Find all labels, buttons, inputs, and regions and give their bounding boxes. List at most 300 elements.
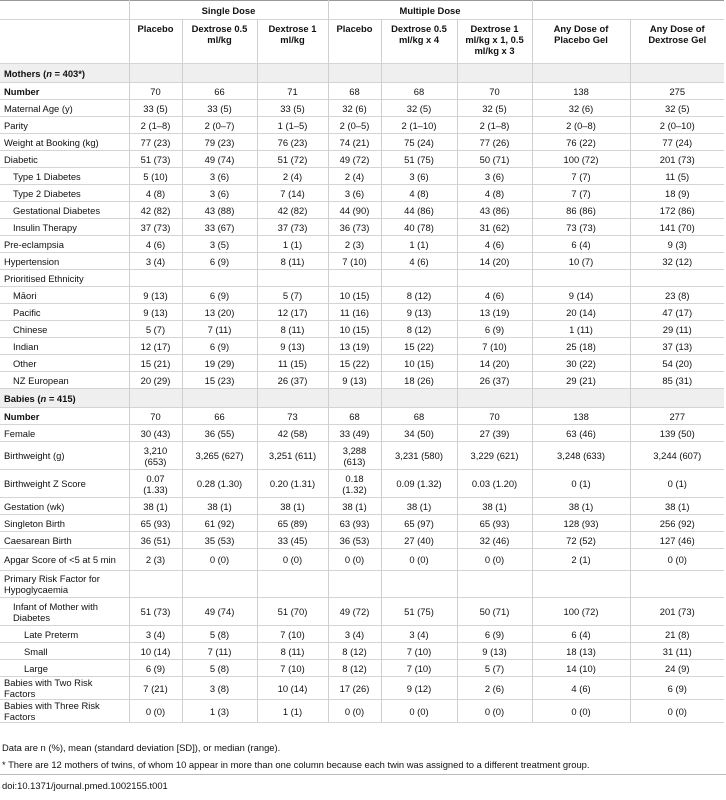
header-blank xyxy=(0,1,129,20)
table-cell xyxy=(532,571,630,598)
table-row xyxy=(0,355,724,372)
table-row xyxy=(0,660,724,677)
table-cell: 8 (11) xyxy=(257,321,328,338)
table-cell: 68 xyxy=(381,83,457,100)
table-cell: 49 (74) xyxy=(182,151,257,168)
table-cell: 5 (8) xyxy=(182,660,257,677)
table-cell: 18 (9) xyxy=(630,185,724,202)
table-cell: 77 (23) xyxy=(129,134,182,151)
table-cell: 141 (70) xyxy=(630,219,724,236)
section-header-cell xyxy=(257,389,328,408)
table-cell: 66 xyxy=(182,83,257,100)
table-cell xyxy=(129,270,182,287)
column-header: Placebo xyxy=(129,20,182,64)
row-label: Birthweight (g) xyxy=(4,450,65,461)
table-cell: 4 (6) xyxy=(129,236,182,253)
table-cell: 6 (9) xyxy=(630,677,724,700)
row-label: Primary Risk Factor for Hypoglycaemia xyxy=(4,573,100,595)
table-cell: 63 (46) xyxy=(532,425,630,442)
table-cell: 12 (17) xyxy=(129,338,182,355)
table-cell: 26 (37) xyxy=(457,372,532,389)
table-row xyxy=(0,287,724,304)
table-cell: 8 (12) xyxy=(328,660,381,677)
table-cell: 277 xyxy=(630,408,724,425)
table-cell: 3,210 (653) xyxy=(129,442,182,470)
table-cell: 2 (3) xyxy=(129,549,182,571)
section-header-cell xyxy=(381,64,457,83)
table-cell: 4 (8) xyxy=(129,185,182,202)
table-cell: 38 (1) xyxy=(129,498,182,515)
row-label: Type 1 Diabetes xyxy=(13,170,81,182)
section-title-variable: n xyxy=(40,392,47,404)
table-cell: 2 (4) xyxy=(328,168,381,185)
section-header-cell xyxy=(129,389,182,408)
table-cell: 8 (12) xyxy=(328,643,381,660)
table-cell: 7 (10) xyxy=(257,660,328,677)
table-cell: 3,248 (633) xyxy=(532,442,630,470)
table-cell: 3,244 (607) xyxy=(630,442,724,470)
table-cell: 2 (0–8) xyxy=(532,117,630,134)
section-title-prefix: Mothers ( xyxy=(4,67,47,79)
column-header: Placebo xyxy=(328,20,381,64)
table-cell: 4 (6) xyxy=(532,677,630,700)
table-cell: 61 (92) xyxy=(182,515,257,532)
table-cell: 20 (14) xyxy=(532,304,630,321)
table-cell: 4 (6) xyxy=(457,236,532,253)
table-cell: 85 (31) xyxy=(630,372,724,389)
table-cell: 8 (11) xyxy=(257,253,328,270)
table-cell xyxy=(381,270,457,287)
table-cell: 19 (29) xyxy=(182,355,257,372)
table-cell: 0 (0) xyxy=(630,700,724,723)
table-cell: 10 (7) xyxy=(532,253,630,270)
table-cell: 32 (6) xyxy=(532,100,630,117)
row-label: Female xyxy=(4,427,36,439)
section-header-cell xyxy=(532,389,630,408)
table-cell: 3 (4) xyxy=(129,626,182,643)
table-cell: 1 (1) xyxy=(257,700,328,723)
table-cell: 65 (97) xyxy=(381,515,457,532)
table-cell: 7 (10) xyxy=(381,643,457,660)
table-row xyxy=(0,236,724,253)
section-header-cell xyxy=(328,64,381,83)
row-label: Other xyxy=(13,357,37,369)
table-cell: 32 (5) xyxy=(457,100,532,117)
table-cell: 18 (13) xyxy=(532,643,630,660)
table-cell: 76 (23) xyxy=(257,134,328,151)
row-label: Indian xyxy=(13,340,39,352)
row-label: Gestation (wk) xyxy=(4,500,65,512)
section-header-row xyxy=(0,64,724,83)
column-header: Dextrose 1 ml/kg xyxy=(257,20,328,64)
table-cell: 20 (29) xyxy=(129,372,182,389)
table-cell: 3 (6) xyxy=(182,185,257,202)
table-cell: 5 (7) xyxy=(457,660,532,677)
table-cell: 38 (1) xyxy=(328,498,381,515)
section-header-cell xyxy=(630,389,724,408)
table-row xyxy=(0,498,724,515)
row-label: Number xyxy=(4,410,40,422)
table-cell: 10 (14) xyxy=(257,677,328,700)
table-cell: 38 (1) xyxy=(182,498,257,515)
table-cell: 1 (3) xyxy=(182,700,257,723)
table-row xyxy=(0,700,724,723)
table-cell: 10 (15) xyxy=(328,321,381,338)
row-label: Birthweight Z Score xyxy=(4,478,86,489)
row-label: Late Preterm xyxy=(24,628,79,640)
table-cell: 70 xyxy=(457,408,532,425)
table-cell: 0 (0) xyxy=(457,700,532,723)
table-cell: 79 (23) xyxy=(182,134,257,151)
table-cell: 15 (22) xyxy=(328,355,381,372)
table-cell: 0.09 (1.32) xyxy=(381,470,457,498)
table-cell: 2 (0–10) xyxy=(630,117,724,134)
section-header-cell xyxy=(381,389,457,408)
table-cell: 50 (71) xyxy=(457,598,532,626)
table-cell: 7 (21) xyxy=(129,677,182,700)
table-cell: 51 (70) xyxy=(257,598,328,626)
table-cell: 65 (89) xyxy=(257,515,328,532)
table-cell: 65 (93) xyxy=(129,515,182,532)
table-cell: 3,265 (627) xyxy=(182,442,257,470)
table-cell: 0 (0) xyxy=(328,700,381,723)
table-cell: 5 (10) xyxy=(129,168,182,185)
table-cell: 14 (20) xyxy=(457,253,532,270)
table-cell: 0.03 (1.20) xyxy=(457,470,532,498)
row-label: Infant of Mother with Diabetes xyxy=(13,600,98,623)
table-row xyxy=(0,338,724,355)
section-title-prefix: Babies ( xyxy=(4,392,41,404)
table-cell: 0 (0) xyxy=(182,549,257,571)
table-cell xyxy=(457,270,532,287)
table-cell: 6 (9) xyxy=(457,626,532,643)
table-cell: 42 (82) xyxy=(257,202,328,219)
table-cell: 43 (86) xyxy=(457,202,532,219)
table-row xyxy=(0,134,724,151)
table-cell: 33 (67) xyxy=(182,219,257,236)
table-cell: 7 (11) xyxy=(182,321,257,338)
table-cell: 6 (4) xyxy=(532,236,630,253)
table-cell xyxy=(182,571,257,598)
table-cell: 29 (21) xyxy=(532,372,630,389)
section-header-cell xyxy=(328,389,381,408)
row-label: Parity xyxy=(4,119,28,131)
table-cell: 76 (22) xyxy=(532,134,630,151)
table-cell: 2 (6) xyxy=(457,677,532,700)
table-cell: 9 (13) xyxy=(328,372,381,389)
table-cell: 0.28 (1.30) xyxy=(182,470,257,498)
table-cell: 0 (0) xyxy=(630,549,724,571)
table-cell: 2 (0–7) xyxy=(182,117,257,134)
table-cell: 5 (7) xyxy=(129,321,182,338)
table-cell: 14 (10) xyxy=(532,660,630,677)
footnote-data-format: Data are n (%), mean (standard deviation [SD]), or median (range). xyxy=(2,742,281,753)
table-cell: 100 (72) xyxy=(532,598,630,626)
section-title-variable: n xyxy=(46,67,52,79)
table-cell: 33 (5) xyxy=(129,100,182,117)
table-cell: 27 (40) xyxy=(381,532,457,549)
table-cell: 3 (4) xyxy=(129,253,182,270)
table-cell: 0 (0) xyxy=(532,700,630,723)
table-cell: 4 (8) xyxy=(457,185,532,202)
table-row xyxy=(0,253,724,270)
section-header-cell xyxy=(182,389,257,408)
table-cell: 68 xyxy=(328,83,381,100)
table-cell xyxy=(257,270,328,287)
table-cell: 0 (0) xyxy=(257,549,328,571)
table-cell: 38 (1) xyxy=(257,498,328,515)
table-cell: 33 (49) xyxy=(328,425,381,442)
table-cell: 9 (14) xyxy=(532,287,630,304)
table-cell: 10 (14) xyxy=(129,643,182,660)
table-cell: 51 (72) xyxy=(257,151,328,168)
row-label: Hypertension xyxy=(4,255,60,267)
table-cell: 36 (53) xyxy=(328,532,381,549)
table-cell: 2 (4) xyxy=(257,168,328,185)
table-cell: 77 (26) xyxy=(457,134,532,151)
table-cell: 13 (19) xyxy=(328,338,381,355)
table-cell: 74 (21) xyxy=(328,134,381,151)
table-cell: 26 (37) xyxy=(257,372,328,389)
table-cell: 3,251 (611) xyxy=(257,442,328,470)
table-cell: 38 (1) xyxy=(457,498,532,515)
group-header-blank xyxy=(532,1,724,20)
table-cell: 51 (75) xyxy=(381,598,457,626)
section-header-cell xyxy=(457,389,532,408)
table-cell: 36 (51) xyxy=(129,532,182,549)
row-label: Type 2 Diabetes xyxy=(13,187,81,199)
row-label: NZ European xyxy=(13,374,69,386)
table-row xyxy=(0,219,724,236)
table-cell: 38 (1) xyxy=(381,498,457,515)
table-row xyxy=(0,442,724,470)
table-cell: 8 (11) xyxy=(257,643,328,660)
table-cell xyxy=(630,270,724,287)
table-cell: 23 (8) xyxy=(630,287,724,304)
table-cell: 9 (13) xyxy=(129,304,182,321)
table-cell: 63 (93) xyxy=(328,515,381,532)
row-label: Small xyxy=(24,645,48,657)
table-cell xyxy=(381,571,457,598)
table-cell: 2 (1–8) xyxy=(129,117,182,134)
table-row xyxy=(0,677,724,700)
table-cell: 256 (92) xyxy=(630,515,724,532)
table-row xyxy=(0,626,724,643)
table-cell: 54 (20) xyxy=(630,355,724,372)
section-title-suffix: = 415) xyxy=(46,392,76,404)
group-header-multiple-dose: Multiple Dose xyxy=(328,1,532,20)
table-cell: 100 (72) xyxy=(532,151,630,168)
table-cell: 29 (11) xyxy=(630,321,724,338)
table-footnotes xyxy=(2,742,722,776)
table-cell: 40 (78) xyxy=(381,219,457,236)
table-cell: 3 (4) xyxy=(381,626,457,643)
table-cell: 32 (12) xyxy=(630,253,724,270)
table-cell: 7 (14) xyxy=(257,185,328,202)
row-label: Insulin Therapy xyxy=(13,221,77,233)
column-header: Any Dose of Dextrose Gel xyxy=(630,20,724,64)
table-cell: 31 (62) xyxy=(457,219,532,236)
row-label: Gestational Diabetes xyxy=(13,204,101,216)
table-cell: 5 (8) xyxy=(182,626,257,643)
table-cell: 77 (24) xyxy=(630,134,724,151)
table-cell: 0.07 (1.33) xyxy=(129,470,182,498)
row-label: Apgar Score of <5 at 5 min xyxy=(4,554,116,565)
row-label: Number xyxy=(4,85,40,97)
table-cell: 201 (73) xyxy=(630,151,724,168)
table-cell: 15 (22) xyxy=(381,338,457,355)
table-cell: 31 (11) xyxy=(630,643,724,660)
table-cell: 5 (7) xyxy=(257,287,328,304)
table-row xyxy=(0,643,724,660)
table-cell: 9 (3) xyxy=(630,236,724,253)
table-cell: 139 (50) xyxy=(630,425,724,442)
table-cell: 10 (15) xyxy=(328,287,381,304)
table-cell: 12 (17) xyxy=(257,304,328,321)
table-cell: 3 (8) xyxy=(182,677,257,700)
table-cell: 1 (11) xyxy=(532,321,630,338)
table-cell: 4 (6) xyxy=(381,253,457,270)
table-cell: 86 (86) xyxy=(532,202,630,219)
column-header: Any Dose of Placebo Gel xyxy=(532,20,630,64)
table-cell: 0 (1) xyxy=(532,470,630,498)
table-cell: 30 (22) xyxy=(532,355,630,372)
table-cell: 7 (7) xyxy=(532,168,630,185)
table-cell: 9 (13) xyxy=(381,304,457,321)
table-cell: 73 (73) xyxy=(532,219,630,236)
table-cell: 44 (90) xyxy=(328,202,381,219)
table-cell: 37 (73) xyxy=(129,219,182,236)
table-cell xyxy=(328,270,381,287)
table-cell xyxy=(630,571,724,598)
table-cell xyxy=(532,270,630,287)
table-cell: 275 xyxy=(630,83,724,100)
table-cell: 49 (72) xyxy=(328,598,381,626)
row-label: Māori xyxy=(13,289,37,301)
table-cell xyxy=(182,270,257,287)
table-cell: 51 (75) xyxy=(381,151,457,168)
table-cell: 6 (9) xyxy=(129,660,182,677)
table-cell: 0 (0) xyxy=(328,549,381,571)
table-cell: 172 (86) xyxy=(630,202,724,219)
table-cell: 2 (1–8) xyxy=(457,117,532,134)
table-cell: 33 (5) xyxy=(257,100,328,117)
table-cell: 6 (9) xyxy=(457,321,532,338)
table-row xyxy=(0,202,724,219)
table-cell: 49 (72) xyxy=(328,151,381,168)
row-label: Weight at Booking (kg) xyxy=(4,136,99,148)
table-cell: 9 (13) xyxy=(129,287,182,304)
table-cell: 3,231 (580) xyxy=(381,442,457,470)
table-cell: 8 (12) xyxy=(381,321,457,338)
table-cell xyxy=(457,571,532,598)
column-header: Dextrose 1 ml/kg x 1, 0.5 ml/kg x 3 xyxy=(457,20,532,64)
table-cell: 3 (5) xyxy=(182,236,257,253)
header-blank xyxy=(0,20,129,64)
section-title xyxy=(0,64,129,83)
table-cell: 0.20 (1.31) xyxy=(257,470,328,498)
row-label: Babies with Two Risk Factors xyxy=(4,677,93,699)
table-cell: 7 (10) xyxy=(257,626,328,643)
table-cell: 3 (6) xyxy=(381,168,457,185)
table-cell: 3 (6) xyxy=(328,185,381,202)
row-label: Babies with Three Risk Factors xyxy=(4,700,100,722)
table-cell: 201 (73) xyxy=(630,598,724,626)
table-cell xyxy=(129,571,182,598)
table-cell: 38 (1) xyxy=(630,498,724,515)
section-title-suffix: = 403*) xyxy=(51,67,86,79)
table-body xyxy=(0,64,724,723)
table-cell: 30 (43) xyxy=(129,425,182,442)
footer-divider xyxy=(0,774,726,775)
table-cell xyxy=(328,571,381,598)
table-cell: 21 (8) xyxy=(630,626,724,643)
table-cell: 11 (5) xyxy=(630,168,724,185)
table-cell: 37 (13) xyxy=(630,338,724,355)
row-label: Chinese xyxy=(13,323,48,335)
table-cell: 32 (46) xyxy=(457,532,532,549)
table-cell: 0 (0) xyxy=(381,700,457,723)
table-cell: 0 (0) xyxy=(129,700,182,723)
table-cell: 18 (26) xyxy=(381,372,457,389)
table-cell: 3,288 (613) xyxy=(328,442,381,470)
table-cell: 34 (50) xyxy=(381,425,457,442)
table-cell: 11 (15) xyxy=(257,355,328,372)
column-header: Dextrose 0.5 ml/kg xyxy=(182,20,257,64)
table-cell: 4 (8) xyxy=(381,185,457,202)
table-cell: 11 (16) xyxy=(328,304,381,321)
table-cell: 15 (23) xyxy=(182,372,257,389)
table-cell: 38 (1) xyxy=(532,498,630,515)
table-row xyxy=(0,598,724,626)
table-row xyxy=(0,270,724,287)
doi-label: doi:10.1371/journal.pmed.1002155.t001 xyxy=(2,780,168,791)
footnote-twins: * There are 12 mothers of twins, of whom 10 appear in more than one column because each twin was assigned to a different treatment group. xyxy=(2,759,590,770)
table-cell: 71 xyxy=(257,83,328,100)
table-cell: 2 (1) xyxy=(532,549,630,571)
table-cell: 3,229 (621) xyxy=(457,442,532,470)
table-cell: 75 (24) xyxy=(381,134,457,151)
table-cell: 36 (73) xyxy=(328,219,381,236)
table-cell: 33 (5) xyxy=(182,100,257,117)
table-cell: 44 (86) xyxy=(381,202,457,219)
table-cell: 138 xyxy=(532,83,630,100)
table-cell: 43 (88) xyxy=(182,202,257,219)
table-cell: 24 (9) xyxy=(630,660,724,677)
table-cell: 42 (58) xyxy=(257,425,328,442)
table-cell: 7 (10) xyxy=(328,253,381,270)
table-row xyxy=(0,100,724,117)
table-cell: 66 xyxy=(182,408,257,425)
table-cell: 3 (4) xyxy=(328,626,381,643)
table-row xyxy=(0,532,724,549)
section-header-cell xyxy=(457,64,532,83)
row-label: Singleton Birth xyxy=(4,517,65,529)
table-row xyxy=(0,151,724,168)
table-cell: 70 xyxy=(129,83,182,100)
table-row xyxy=(0,571,724,598)
table-cell: 138 xyxy=(532,408,630,425)
table-cell: 33 (45) xyxy=(257,532,328,549)
table-cell: 73 xyxy=(257,408,328,425)
section-header-cell xyxy=(129,64,182,83)
table-row xyxy=(0,372,724,389)
group-header-row xyxy=(0,1,724,20)
table-cell: 6 (4) xyxy=(532,626,630,643)
column-header-row xyxy=(0,20,724,64)
table-cell xyxy=(257,571,328,598)
table-cell: 14 (20) xyxy=(457,355,532,372)
